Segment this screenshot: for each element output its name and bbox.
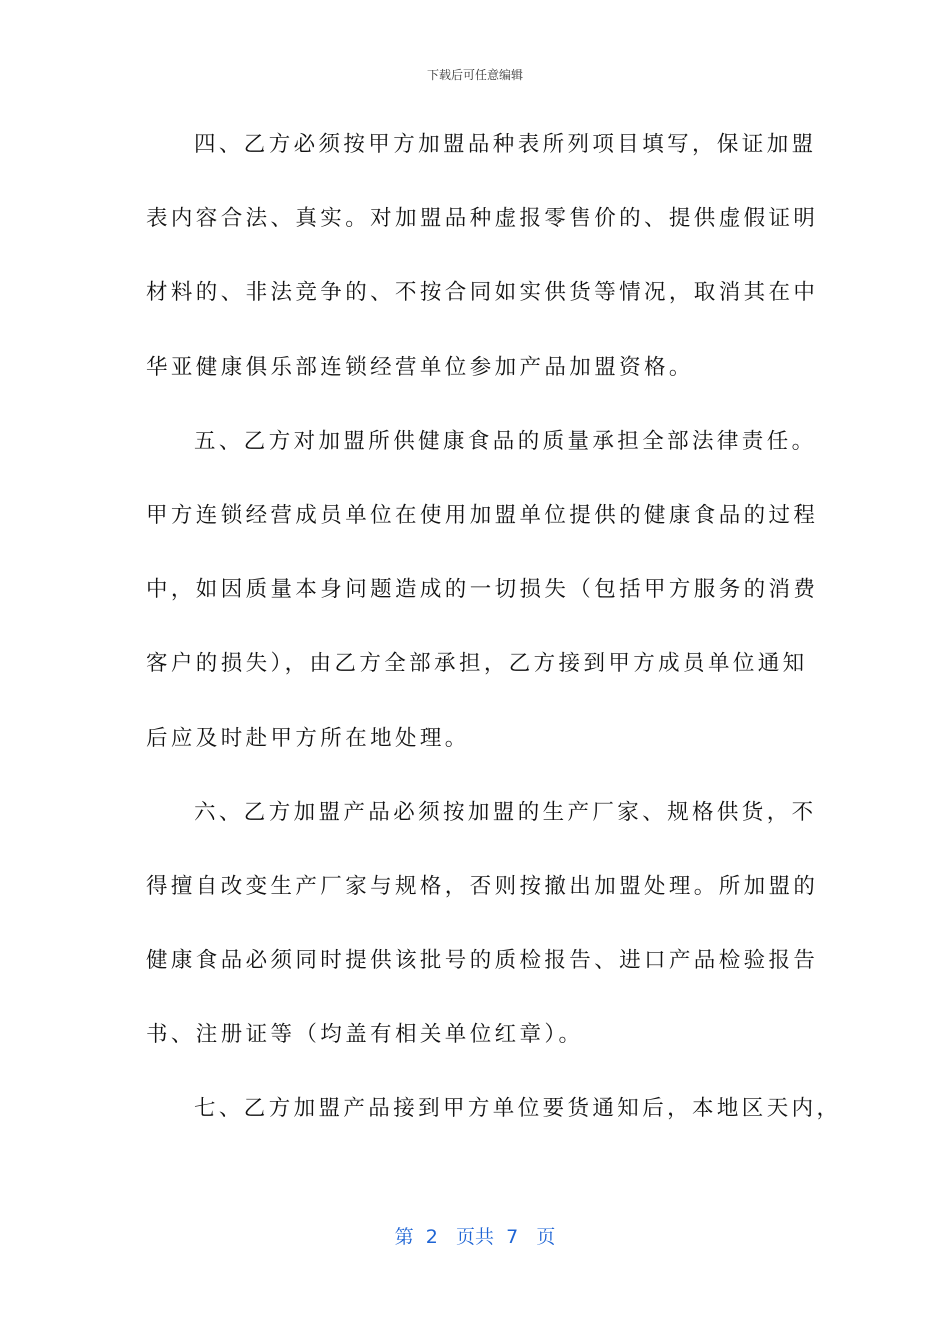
paragraph-line: 健康食品必须同时提供该批号的质检报告、进口产品检验报告 bbox=[146, 948, 819, 974]
paragraph-line: 得擅自改变生产厂家与规格，否则按撤出加盟处理。所加盟的 bbox=[146, 873, 819, 899]
paragraph-line: 华亚健康俱乐部连锁经营单位参加产品加盟资格。 bbox=[146, 354, 694, 380]
document-body bbox=[146, 118, 842, 1157]
page-prefix: 第 bbox=[394, 1226, 414, 1248]
page-suffix: 页 bbox=[536, 1226, 556, 1248]
page-mid: 页共 bbox=[455, 1226, 494, 1248]
total-pages-number: 7 bbox=[506, 1226, 519, 1248]
paragraph-line: 后应及时赴甲方所在地处理。 bbox=[146, 725, 470, 751]
paragraph-line: 中，如因质量本身问题造成的一切损失（包括甲方服务的消费 bbox=[146, 577, 819, 603]
paragraph-line: 五、乙方对加盟所供健康食品的质量承担全部法律责任。 bbox=[194, 428, 817, 454]
current-page-number: 2 bbox=[425, 1226, 438, 1248]
page-header: 下载后可任意编辑 bbox=[426, 68, 523, 82]
page-footer bbox=[0, 1222, 950, 1249]
paragraph-line: 甲方连锁经营成员单位在使用加盟单位提供的健康食品的过程 bbox=[146, 502, 819, 528]
paragraph-line: 书、注册证等（均盖有相关单位红章）。 bbox=[146, 1022, 584, 1048]
paragraph-line: 客户的损失），由乙方全部承担，乙方接到甲方成员单位通知 bbox=[146, 651, 808, 677]
paragraph-line: 材料的、非法竞争的、不按合同如实供货等情况，取消其在中 bbox=[146, 280, 819, 306]
paragraph-line: 七、乙方加盟产品接到甲方单位要货通知后，本地区天内， bbox=[194, 1096, 842, 1122]
paragraph-line: 表内容合法、真实。对加盟品种虚报零售价的、提供虚假证明 bbox=[146, 206, 819, 232]
paragraph-line: 六、乙方加盟产品必须按加盟的生产厂家、规格供货，不 bbox=[194, 799, 817, 825]
paragraph-line: 四、乙方必须按甲方加盟品种表所列项目填写，保证加盟 bbox=[194, 132, 817, 157]
